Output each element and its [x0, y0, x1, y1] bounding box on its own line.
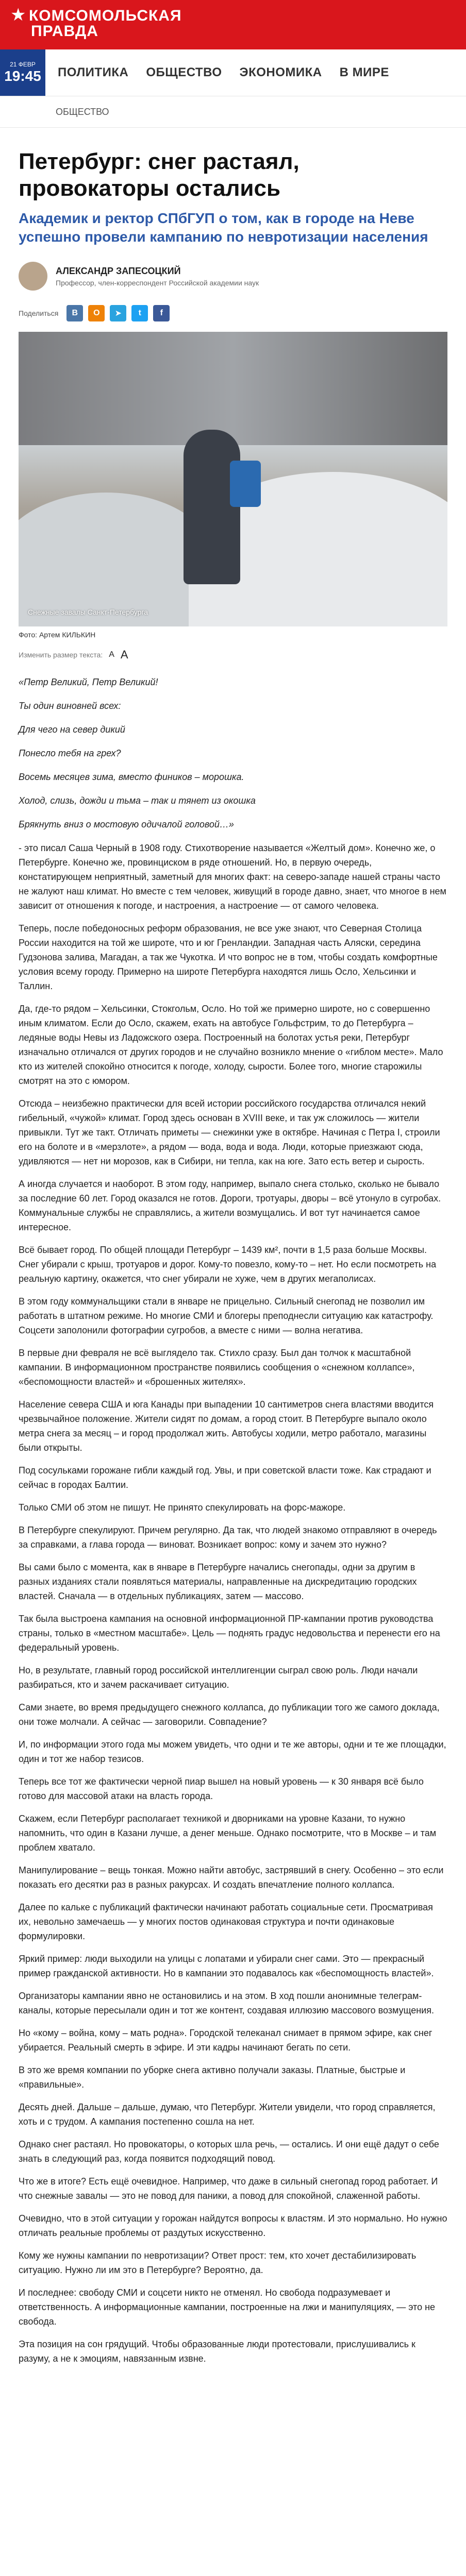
paragraph: И, по информации этого года мы можем увидеть, что одни и те же авторы, одни и те же площадки, один и тот же набор тезисов. — [19, 1739, 446, 1764]
author-block — [19, 262, 447, 291]
paragraph: Кому же нужны кампании по невротизации? Ответ прост: тем, кто хочет дестабилизировать ситуацию. Нужно ли им это в Петербурге? Вероятно, да. — [19, 2250, 417, 2275]
paragraph: Далее по кальке с публикаций фактически начинают работать социальные сети. Просматривая их, невольно замечаешь — у многих постов одинаковая структура и почти одинаковые формулировки. — [19, 1902, 433, 1941]
paragraph: Население севера США и юга Канады при выпадении 10 сантиметров снега властями вводится чрезвычайное положение. Жители сидят по домам, а город стоит. В Петербурге выпало около метра снега за месяц – и город продолжал жить. Автобусы ходили, метро работало, магазины были открыты. — [19, 1399, 434, 1453]
poem-quote — [19, 675, 447, 832]
photo-credit: Фото: Артем КИЛЬКИН — [19, 631, 96, 639]
date-badge — [0, 49, 45, 96]
article — [0, 128, 466, 2366]
paragraph: Всё бывает город. По общей площади Петербург – 1439 км², почти в 1,5 раза больше Москвы. Снег убирали с крыш, тротуаров и дорог. Кому-то повезло, кому-то – нет. Но если посмотреть на реальную картину, окажется, что снег убирали не хуже, чем в других мегаполисах. — [19, 1245, 437, 1284]
font-size-small-button[interactable]: А — [109, 650, 114, 659]
paragraph: Вы сами было с момента, как в январе в Петербурге начались снегопады, одни за другим в разных изданиях стали появляться материалы, направленные на дискредитацию городских властей. Сначала — в отдельных публикациях, затем — массово. — [19, 1562, 417, 1601]
paragraph: Но «кому – война, кому – мать родна». Городской телеканал снимает в прямом эфире, как снег убирается. Реальный смерть в эфире. И эти кадры начинают бегать по сети. — [19, 2028, 432, 2053]
photo-bag — [230, 461, 261, 507]
author-name[interactable]: АЛЕКСАНДР ЗАПЕСОЦКИЙ — [56, 265, 181, 276]
article-body — [19, 841, 447, 2366]
site-logo[interactable] — [10, 7, 182, 39]
paragraph: Однако снег растаял. Но провокаторы, о которых шла речь, — остались. И они ещё дадут о себе знать в следующий раз, когда появится подходящий повод. — [19, 2139, 439, 2164]
breadcrumb — [0, 96, 466, 128]
paragraph: Так была выстроена кампания на основной информационной ПР-кампании против руководства страны, только в «местном масштабе». Цель — поднять градус недовольства и перенести его на федеральный уровень. — [19, 1614, 440, 1653]
nav-menu — [58, 65, 389, 80]
poem-line: Ты один виновней всех: — [19, 701, 121, 711]
font-size-control — [19, 648, 447, 662]
font-size-label: Изменить размер текста: — [19, 651, 103, 659]
breadcrumb-section[interactable]: ОБЩЕСТВО — [56, 106, 109, 117]
vk-icon[interactable]: В — [66, 305, 83, 321]
paragraph: Теперь, после победоносных реформ образования, не все уже знают, что Северная Столица России находится на той же широте, что и юг Гренландии. Западная часть Аляски, середина Гудзонова залива, Магадан, а так же Чукотка. И что вопрос не в том, чтобы создать комфортные условия всему городу. Примерно на широте Петербурга находятся лишь Осло, Хельсинки и Таллин. — [19, 923, 438, 991]
nav-bar — [0, 49, 466, 96]
article-title: Петербург: снег растаял, провокаторы остались — [19, 149, 299, 201]
article-lead: Академик и ректор СПбГУП о том, как в городе на Неве успешно провели кампанию по невротизации населения — [19, 210, 428, 245]
author-role: Профессор, член-корреспондент Российской академии наук — [56, 278, 259, 287]
paragraph: В этом году коммунальщики стали в январе не прицельно. Сильный снегопад не позволил им работать в штатном режиме. Но многие СМИ и блогеры преподнесли ситуацию как катастрофу. Соцсети заполонили фотографии сугробов, а вместе с ними — волна негатива. — [19, 1296, 434, 1335]
paragraph: Под сосульками горожане гибли каждый год. Увы, и при советской власти тоже. Как страдают и сейчас в городах Балтии. — [19, 1465, 431, 1490]
paragraph: Десять дней. Дальше – дальше, думаю, что Петербург. Жители увидели, что город справляется, хоть и с трудом. А кампания постепенно сошла на нет. — [19, 2102, 436, 2127]
avatar[interactable] — [19, 262, 47, 291]
paragraph: Только СМИ об этом не пишут. Не принято спекулировать на форс-мажоре. — [19, 1502, 346, 1513]
paragraph: Да, где-то рядом – Хельсинки, Стокгольм, Осло. Но той же примерно широте, но с совершенно иным климатом. Если до Осло, скажем, ехать на автобусе Гольфстрим, то до Петербурга – ледяные воды Невы из Ладожского озера. Построенный на болотах устья реки, Петербург изначально отличался от других городов и не случайно возникло мнение о «гиблом месте». Мало кто из жителей спокойно относится к погоде, холоду, сырости. Более того, многие старожилы смотрят на это с юмором. — [19, 1004, 443, 1086]
nav-item-politics[interactable]: ПОЛИТИКА — [58, 65, 129, 79]
paragraph: - это писал Саша Черный в 1908 году. Стихотворение называется «Желтый дом». Конечно же, о Петербурге. Конечно же, провинциском в ряде отношений. Но, в первую очередь, констатирующем неприятный, заметный для многих факт: на северо-западе нашей страны часто не жалуют наш климат. Но вместе с тем человек, живущий в городе давно, знает, что многое в нем зависит от отношения к погоде, и настроения, а настроение — от самого человека. — [19, 843, 446, 911]
paragraph: И последнее: свободу СМИ и соцсети никто не отменял. Но свобода подразумевает и ответственность. А информационные кампании, построенные на лжи и манипуляциях, — это не свобода. — [19, 2287, 436, 2327]
paragraph: Теперь все тот же фактически черной пиар вышел на новый уровень — к 30 января всё было готово для массовой атаки на власть города. — [19, 1776, 424, 1801]
poem-line: «Петр Великий, Петр Великий! — [19, 677, 158, 687]
paragraph: А иногда случается и наоборот. В этом году, например, выпало снега столько, сколько не бывало за последние 60 лет. Город оказался не готов. Дороги, тротуары, дворы – всё утонуло в сугробах. Коммунальные службы не справлялись, а жители возмущались. И вот тут начинается самое интересное. — [19, 1179, 441, 1232]
star-icon: ★ — [10, 5, 27, 25]
nav-item-society[interactable]: ОБЩЕСТВО — [146, 65, 222, 79]
time-label: 19:45 — [4, 68, 41, 84]
date-label: 21 ФЕВР — [10, 61, 36, 68]
paragraph: В первые дни февраля не всё выглядело так. Стихло сразу. Был дан толчок к масштабной кампании. В информационном пространстве появились сообщения о «снежном коллапсе», «беспомощности властей» и «брошенных жителях». — [19, 1348, 415, 1387]
paragraph: Сами знаете, во время предыдущего снежного коллапса, до публикации того же самого доклада, они тоже молчали. А сейчас — заговорили. Совпадение? — [19, 1702, 440, 1727]
photo-caption: Снежные завалы Санкт-Петербурга — [28, 608, 148, 616]
photo-buildings — [19, 332, 447, 445]
poem-line: Брякнуть вниз о мостовую одичалой головой…» — [19, 819, 234, 829]
logo-line2: ПРАВДА — [31, 23, 98, 40]
article-photo — [19, 332, 447, 626]
paragraph: Но, в результате, главный город российской интеллигенции сыграл свою роль. Люди начали разбираться, кто и зачем раскачивает ситуацию. — [19, 1665, 418, 1690]
facebook-icon[interactable]: f — [153, 305, 170, 321]
telegram-icon[interactable]: ➤ — [110, 305, 126, 321]
poem-line: Понесло тебя на грех? — [19, 748, 121, 758]
font-size-large-button[interactable]: А — [120, 648, 128, 661]
paragraph: Яркий пример: люди выходили на улицы с лопатами и убирали снег сами. Это — прекрасный пример гражданской активности. Но в кампании это подавалось как «беспомощность властей». — [19, 1954, 434, 1978]
paragraph: Манипулирование – вещь тонкая. Можно найти автобус, застрявший в снегу. Особенно – это если показать его десятки раз в разных ракурсах. И создать впечатление полного коллапса. — [19, 1865, 444, 1890]
nav-item-world[interactable]: В МИРЕ — [339, 65, 389, 79]
poem-line: Для чего на север дикий — [19, 724, 125, 735]
nav-item-economy[interactable]: ЭКОНОМИКА — [239, 65, 322, 79]
paragraph: Эта позиция на сон грядущий. Чтобы образованные люди протестовали, прислушивались к разуму, а не к эмоциям, навязанным извне. — [19, 2339, 415, 2364]
odnoklassniki-icon[interactable]: О — [88, 305, 105, 321]
paragraph: В это же время компании по уборке снега активно получали заказы. Платные, быстрые и «правильные». — [19, 2065, 406, 2090]
paragraph: Очевидно, что в этой ситуации у горожан найдутся вопросы к властям. И это нормально. Но нужно отличать реальные проблемы от раздутых искусственно. — [19, 2213, 447, 2238]
paragraph: Что же в итоге? Есть ещё очевидное. Например, что даже в сильный снегопад город работает. И что снежные завалы — это не повод для паники, а повод для спокойной, слаженной работы. — [19, 2176, 438, 2201]
share-label: Поделиться — [19, 309, 59, 317]
paragraph: В Петербурге спекулируют. Причем регулярно. Да так, что людей знакомо отправляют в очередь за справками, а глава города — виноват. Возникает вопрос: кому и зачем это нужно? — [19, 1525, 437, 1550]
poem-line: Холод, слизь, дожди и тьма – так и тянет из окошка — [19, 795, 256, 806]
paragraph: Скажем, если Петербург располагает техникой и дворниками на уровне Казани, то нужно напомнить, что один в Казани лучше, а денег меньше. Однако посмотрите, что в Москве – и там проблем хватало. — [19, 1814, 437, 1853]
twitter-icon[interactable]: t — [131, 305, 148, 321]
paragraph: Организаторы кампании явно не остановились и на этом. В ход пошли анонимные телеграм-каналы, которые пересылали один и тот же контент, создавая иллюзию массового возмущения. — [19, 1991, 434, 2015]
photo-person — [184, 430, 240, 584]
logo-line1: КОМСОМОЛЬСКАЯ — [29, 7, 182, 24]
paragraph: Отсюда – неизбежно практически для всей истории российского государства отличался некий гибельный, «чужой» климат. Город здесь основан в XVIII веке, и так уж сложилось — жители привыкли. Тут же такт. Отличать приметы — снежинки уже в октябре. Начиная с Петра I, строили его на болоте и в «мерзлоте», а рядом — вода, вода и вода. Люди, которые приезжают сюда, удивляются — нет ни морозов, как в Сибири, ни тепла, как на юге. Зато есть ветер и сырость. — [19, 1098, 440, 1166]
poem-line: Восемь месяцев зима, вместо фиников – морошка. — [19, 772, 244, 782]
site-header — [0, 0, 466, 49]
share-bar — [19, 305, 447, 321]
